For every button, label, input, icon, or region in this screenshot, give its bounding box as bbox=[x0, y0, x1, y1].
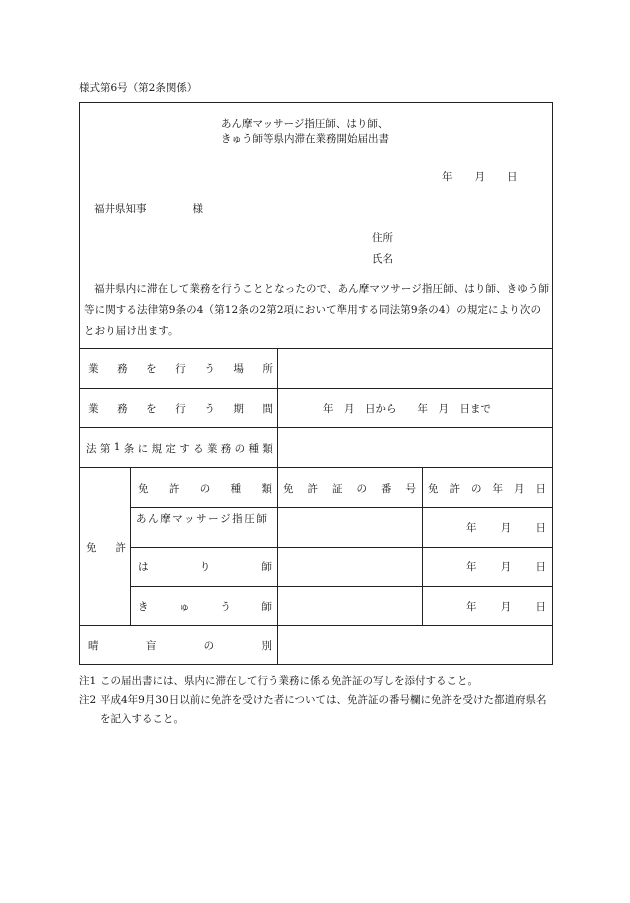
place-input[interactable] bbox=[279, 350, 551, 387]
business-type-label: 法 第 1 条 に 規 定 す る 業 務 の 種 類 bbox=[86, 441, 273, 455]
place-label: 業 務 を 行 う 場 所 bbox=[88, 363, 273, 375]
date-field[interactable] bbox=[442, 169, 518, 184]
note-item: 注1 この届出書には、県内に滞在して行う業務に係る免許証の写しを添付すること。 bbox=[79, 675, 478, 687]
notes bbox=[79, 672, 553, 729]
blindness-input[interactable] bbox=[279, 627, 551, 663]
license-number-header: 免 許 証 の 番 号 bbox=[283, 483, 416, 495]
blindness-label: 晴 盲 の 別 bbox=[88, 640, 272, 652]
row-divider bbox=[80, 467, 552, 468]
license-date-anma[interactable]: 年 月 日 bbox=[466, 522, 546, 534]
row-divider bbox=[130, 547, 552, 548]
form-number-label: 様式第6号（第2条関係） bbox=[79, 82, 198, 94]
row-divider bbox=[80, 427, 552, 428]
license-date-hari[interactable]: 年 月 日 bbox=[466, 561, 546, 573]
form-title bbox=[221, 117, 389, 147]
form-title-line1: あん摩マッサージ指圧師、はり師、 bbox=[221, 118, 389, 130]
date-year-label: 年 bbox=[442, 171, 453, 183]
license-date-kyu[interactable]: 年 月 日 bbox=[466, 601, 546, 613]
business-type-input[interactable] bbox=[279, 429, 551, 466]
col-divider bbox=[130, 467, 131, 625]
row-divider bbox=[80, 388, 552, 389]
notification-form bbox=[79, 102, 553, 665]
row-divider bbox=[80, 348, 552, 349]
date-month-label: 月 bbox=[474, 171, 485, 183]
note-item: 注2 平成4年9月30日以前に免許を受けた者については、免許証の番号欄に免許を受けた都道府県名を記入すること。 bbox=[79, 694, 547, 725]
license-type-hari: は り 師 bbox=[138, 561, 272, 573]
license-date-header: 免 許 の 年 月 日 bbox=[428, 483, 546, 495]
body-text: 福井県内に滞在して業務を行うこととなったので、あん摩マツサージ指圧師、はり師、きゆう師等に関する法律第9条の4（第12条の2第2項において準用する同法第9条の4）の規定により次のとおり届け出ます。 bbox=[84, 283, 550, 337]
license-number-input-hari[interactable] bbox=[279, 549, 421, 585]
row-divider bbox=[130, 507, 552, 508]
address-field[interactable]: 住所 bbox=[372, 232, 393, 244]
license-number-input-kyu[interactable] bbox=[279, 588, 421, 624]
addressee bbox=[94, 201, 203, 216]
period-input[interactable]: 年 月 日から 年 月 日まで bbox=[323, 403, 491, 415]
license-type-anma: あん摩マッサージ指圧師 bbox=[136, 513, 269, 525]
addressee-honorific: 様 bbox=[192, 203, 203, 215]
license-label: 免 許 bbox=[86, 542, 126, 554]
col-divider bbox=[422, 467, 423, 625]
name-field[interactable]: 氏名 bbox=[372, 253, 393, 265]
addressee-name: 福井県知事 bbox=[94, 203, 147, 215]
form-title-line2: きゅう師等県内滞在業務開始届出書 bbox=[221, 133, 389, 145]
license-number-input-anma[interactable] bbox=[279, 509, 421, 546]
license-type-kyu: き ゅ う 師 bbox=[138, 601, 272, 613]
row-divider bbox=[80, 625, 552, 626]
row-divider bbox=[130, 586, 552, 587]
col-divider bbox=[277, 348, 278, 664]
license-type-header: 免 許 の 種 類 bbox=[138, 483, 272, 495]
period-label: 業 務 を 行 う 期 間 bbox=[88, 403, 273, 415]
date-day-label: 日 bbox=[507, 171, 518, 183]
